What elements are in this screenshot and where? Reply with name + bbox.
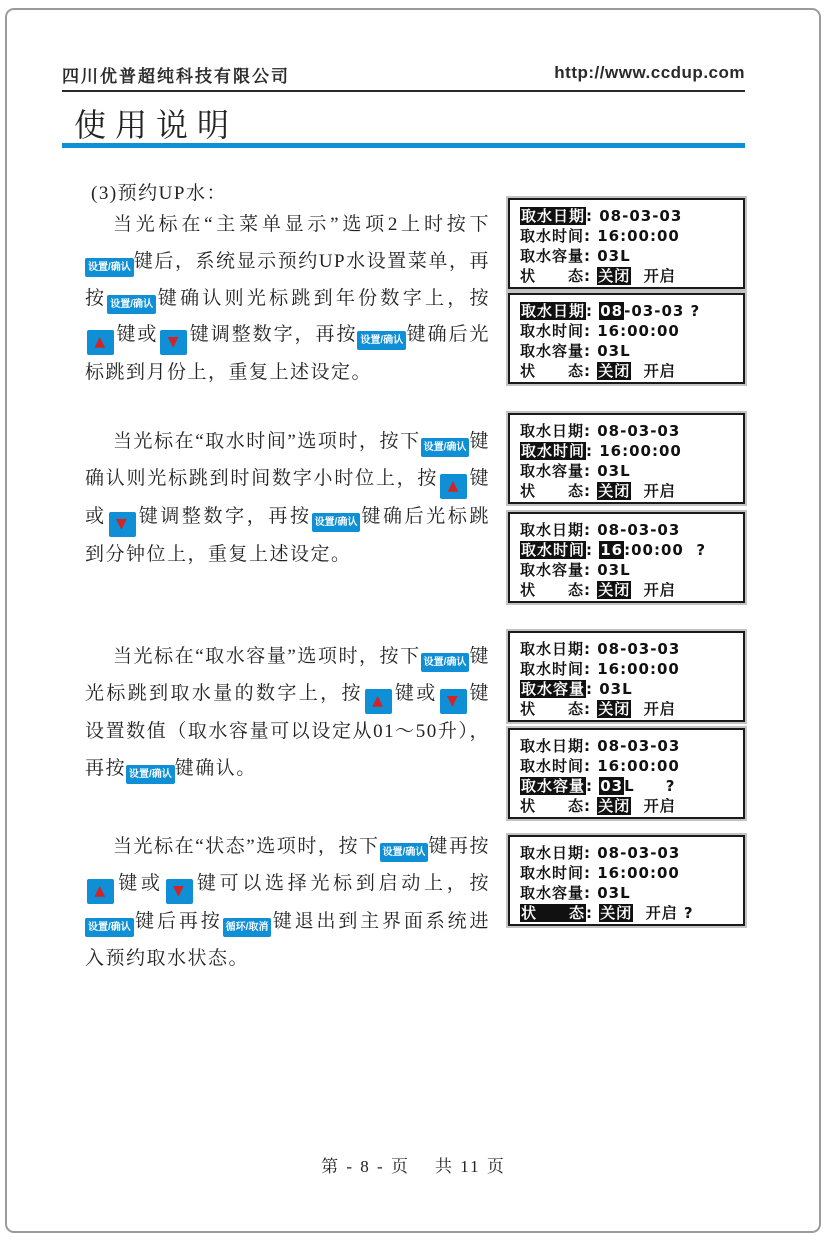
lcd-line (520, 883, 743, 903)
lcd-segment: 取水时间: 16:00:00 (520, 864, 680, 882)
lcd-screen (508, 512, 745, 603)
lcd-segment: 取水时间: 16:00:00 (520, 660, 680, 678)
lcd-segment: 状 态: (520, 362, 598, 380)
lcd-line (520, 659, 743, 679)
lcd-line (520, 301, 743, 321)
down-arrow-key-icon: ▼ (109, 512, 136, 537)
lcd-segment: 取水容量: 03L (520, 342, 631, 360)
lcd-segment: 开启 (631, 700, 676, 718)
lcd-segment: 取水日期: 08-03-03 (520, 737, 681, 755)
lcd-segment-highlighted: 关闭 (598, 267, 631, 285)
lcd-segment-highlighted: 取水时间 (521, 442, 586, 460)
lcd-segment: 取水时间: 16:00:00 (520, 227, 680, 245)
lcd-segment-highlighted: 关闭 (598, 581, 631, 599)
set-confirm-key-icon: 设置/确认 (357, 331, 406, 350)
lcd-line (520, 796, 743, 816)
lcd-segment-highlighted: 取水日期 (521, 302, 586, 320)
lcd-segment-highlighted: 关闭 (600, 904, 633, 922)
cycle-cancel-key-icon: 循环/取消 (223, 918, 272, 937)
lcd-segment: 开启 (631, 482, 676, 500)
lcd-segment: : 16:00:00 (586, 442, 682, 460)
lcd-line (520, 226, 743, 246)
lcd-segment: 取水容量: 03L (520, 247, 631, 265)
lcd-segment-highlighted: 状 态 (521, 904, 586, 922)
lcd-line (520, 321, 743, 341)
page-title: 使用说明 (74, 107, 239, 143)
lcd-line (520, 441, 743, 461)
lcd-line (520, 481, 743, 501)
instruction-paragraph: (3)预约UP水： (91, 183, 227, 204)
lcd-segment: 取水日期: 08-03-03 (520, 521, 681, 539)
lcd-segment: : (586, 777, 600, 795)
lcd-line (520, 461, 743, 481)
lcd-segment: 取水时间: 16:00:00 (520, 757, 680, 775)
up-arrow-key-icon: ▲ (365, 689, 392, 714)
title-accent-rule (62, 143, 745, 148)
lcd-line (520, 421, 743, 441)
lcd-screen (508, 413, 745, 504)
lcd-line (520, 863, 743, 883)
lcd-segment: 取水日期: 08-03-03 (520, 640, 681, 658)
lcd-line (520, 776, 743, 796)
lcd-segment-highlighted: 关闭 (598, 362, 631, 380)
lcd-line (520, 580, 743, 600)
lcd-segment-highlighted: 取水容量 (521, 777, 586, 795)
lcd-line (520, 520, 743, 540)
page-number: 第 - 8 - 页 共 11 页 (321, 1157, 506, 1176)
lcd-line (520, 679, 743, 699)
lcd-screen (508, 631, 745, 722)
lcd-segment: 开启 ? (633, 904, 694, 922)
up-arrow-key-icon: ▲ (440, 474, 467, 499)
down-arrow-key-icon: ▼ (440, 689, 467, 714)
lcd-segment-highlighted: 08 (600, 302, 624, 320)
set-confirm-key-icon: 设置/确认 (85, 258, 134, 277)
lcd-line (520, 540, 743, 560)
set-confirm-key-icon: 设置/确认 (107, 295, 156, 314)
lcd-segment-highlighted: 关闭 (598, 700, 631, 718)
header-divider (62, 90, 745, 92)
lcd-segment: 状 态: (520, 482, 598, 500)
lcd-line (520, 639, 743, 659)
company-name: 四川优普超纯科技有限公司 (62, 67, 290, 86)
lcd-line (520, 341, 743, 361)
set-confirm-key-icon: 设置/确认 (312, 513, 361, 532)
lcd-segment: -03-03 ? (624, 302, 701, 320)
instruction-paragraph: 当光标在“取水容量”选项时，按下 设置/确认 键光标跳到取水量的数字上，按 ▲ 键或 ▼ 键设置数值（取水容量可以设定从01～50升），再按 设置/确认 键确认。 (85, 639, 490, 787)
set-confirm-key-icon: 设置/确认 (421, 438, 470, 457)
lcd-screen (508, 198, 745, 289)
lcd-line (520, 246, 743, 266)
instruction-paragraph: 当光标在“主菜单显示”选项2上时按下设置/确认 键后，系统显示预约UP水设置菜单，再按 设置/确认 键确认则光标跳到年份数字上，按▲ 键或 ▼ 键调整数字，再按 设置/确认 键确后光标跳到月份上，重复上述设定。 (85, 214, 490, 384)
lcd-line (520, 699, 743, 719)
lcd-segment: : (586, 904, 600, 922)
up-arrow-key-icon: ▲ (87, 879, 114, 904)
down-arrow-key-icon: ▼ (166, 879, 193, 904)
lcd-segment: 取水容量: 03L (520, 462, 631, 480)
lcd-segment: :00:00 ? (624, 541, 707, 559)
lcd-segment: 状 态: (520, 267, 598, 285)
lcd-segment-highlighted: 取水日期 (521, 207, 586, 225)
lcd-segment: : 08-03-03 (586, 207, 683, 225)
set-confirm-key-icon: 设置/确认 (421, 653, 470, 672)
lcd-segment: 取水日期: 08-03-03 (520, 422, 681, 440)
lcd-line (520, 736, 743, 756)
lcd-segment: 开启 (631, 797, 676, 815)
lcd-segment: 取水日期: 08-03-03 (520, 844, 681, 862)
instruction-paragraph: 当光标在“取水时间”选项时，按下 设置/确认 键确认则光标跳到时间数字小时位上，按 ▲ 键或 ▼ 键调整数字，再按 设置/确认 键确后光标跳到分钟位上，重复上述设定。 (85, 431, 490, 565)
lcd-segment: L ? (624, 777, 676, 795)
lcd-segment-highlighted: 16 (600, 541, 624, 559)
lcd-segment: 取水时间: 16:00:00 (520, 322, 680, 340)
lcd-segment-highlighted: 03 (600, 777, 624, 795)
lcd-segment-highlighted: 取水容量 (521, 680, 586, 698)
lcd-segment: 开启 (631, 362, 676, 380)
lcd-segment-highlighted: 关闭 (598, 797, 631, 815)
lcd-segment: : 03L (586, 680, 633, 698)
lcd-line (520, 843, 743, 863)
down-arrow-key-icon: ▼ (160, 330, 187, 355)
lcd-segment: : (586, 302, 600, 320)
lcd-screen (508, 728, 745, 819)
lcd-segment: 状 态: (520, 581, 598, 599)
lcd-line (520, 266, 743, 286)
set-confirm-key-icon: 设置/确认 (85, 918, 134, 937)
set-confirm-key-icon: 设置/确认 (126, 765, 175, 784)
set-confirm-key-icon: 设置/确认 (380, 843, 429, 862)
lcd-segment: 取水容量: 03L (520, 884, 631, 902)
lcd-segment: 取水容量: 03L (520, 561, 631, 579)
lcd-segment: 开启 (631, 267, 676, 285)
lcd-segment: 状 态: (520, 797, 598, 815)
instruction-paragraph: 当光标在“状态”选项时，按下 设置/确认 键再按▲ 键或 ▼ 键可以选择光标到启动上，按设置/确认 键后再按 循环/取消 键退出到主界面系统进入预约取水状态。 (85, 836, 490, 969)
lcd-line (520, 756, 743, 776)
lcd-line (520, 206, 743, 226)
lcd-segment-highlighted: 取水时间 (521, 541, 586, 559)
lcd-segment: 状 态: (520, 700, 598, 718)
up-arrow-key-icon: ▲ (87, 330, 114, 355)
lcd-line (520, 903, 743, 923)
lcd-line (520, 560, 743, 580)
website-url: http://www.ccdup.com (554, 63, 745, 82)
lcd-line (520, 361, 743, 381)
lcd-screen (508, 835, 745, 926)
lcd-segment: 开启 (631, 581, 676, 599)
lcd-segment: : (586, 541, 600, 559)
lcd-screen (508, 293, 745, 384)
lcd-segment-highlighted: 关闭 (598, 482, 631, 500)
